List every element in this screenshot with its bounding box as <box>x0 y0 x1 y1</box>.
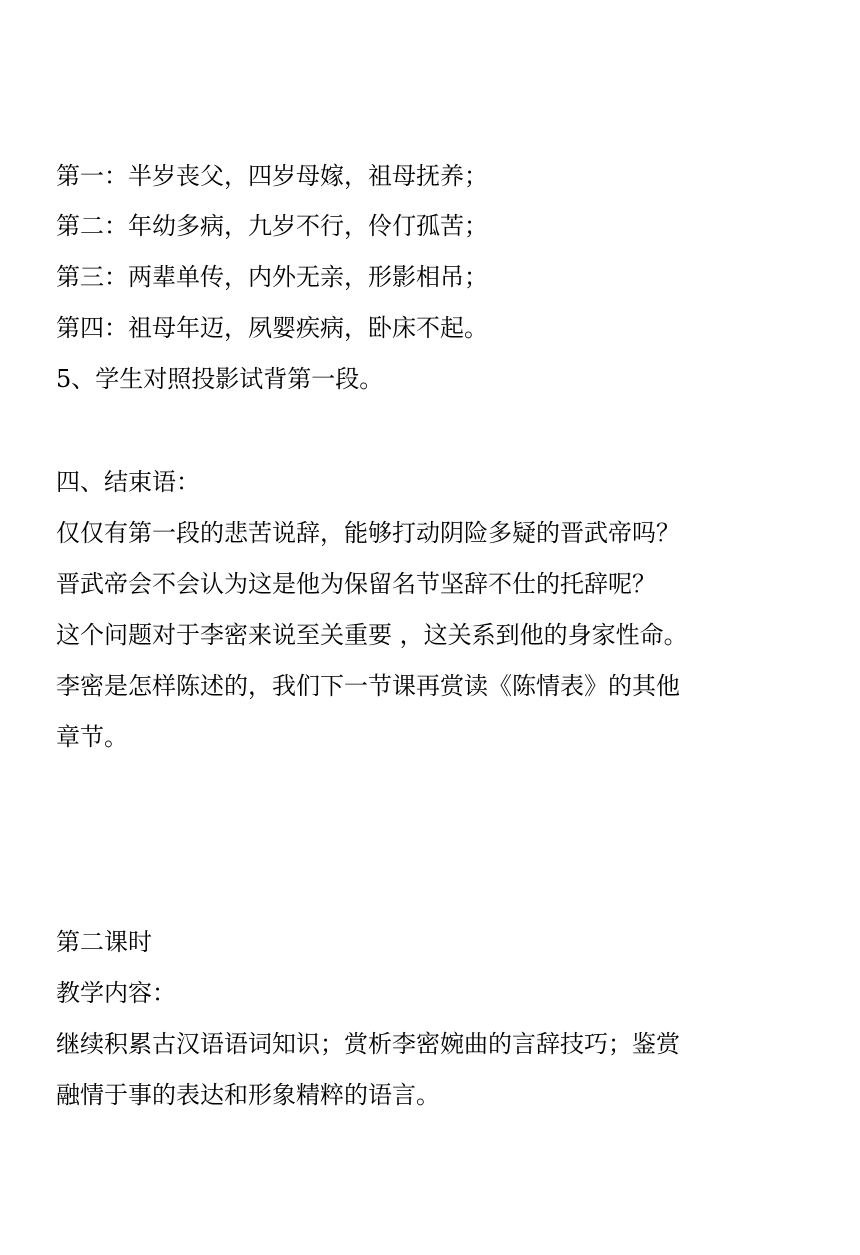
list-item-4: 第四：祖母年迈，夙婴疾病，卧床不起。 <box>56 314 488 342</box>
section-4-line-4: 李密是怎样陈述的，我们下一节课再赏读《陈情表》的其他 <box>56 672 680 700</box>
list-item-1: 第一：半岁丧父，四岁母嫁，祖母抚养； <box>56 162 488 190</box>
lesson-2-content-line-2: 融情于事的表达和形象精粹的语言。 <box>56 1081 440 1109</box>
section-4-line-2: 晋武帝会不会认为这是他为保留名节坚辞不仕的托辞呢？ <box>56 570 656 598</box>
section-4-heading: 四、结束语： <box>56 468 200 496</box>
section-4-line-3: 这个问题对于李密来说至关重要 ，这关系到他的身家性命。 <box>56 621 688 649</box>
step-5-text: 5、学生对照投影试背第一段。 <box>56 365 384 393</box>
lesson-2-title: 第二课时 <box>56 928 152 956</box>
section-4-line-5: 章节。 <box>56 723 128 751</box>
lesson-2-content-heading: 教学内容： <box>56 979 176 1007</box>
list-item-3: 第三：两辈单传，内外无亲，形影相吊； <box>56 263 488 291</box>
lesson-2-content-line-1: 继续积累古汉语语词知识；赏析李密婉曲的言辞技巧；鉴赏 <box>56 1030 680 1058</box>
section-4-line-1: 仅仅有第一段的悲苦说辞，能够打动阴险多疑的晋武帝吗？ <box>56 519 680 547</box>
list-item-2: 第二：年幼多病，九岁不行，伶仃孤苦； <box>56 212 488 240</box>
